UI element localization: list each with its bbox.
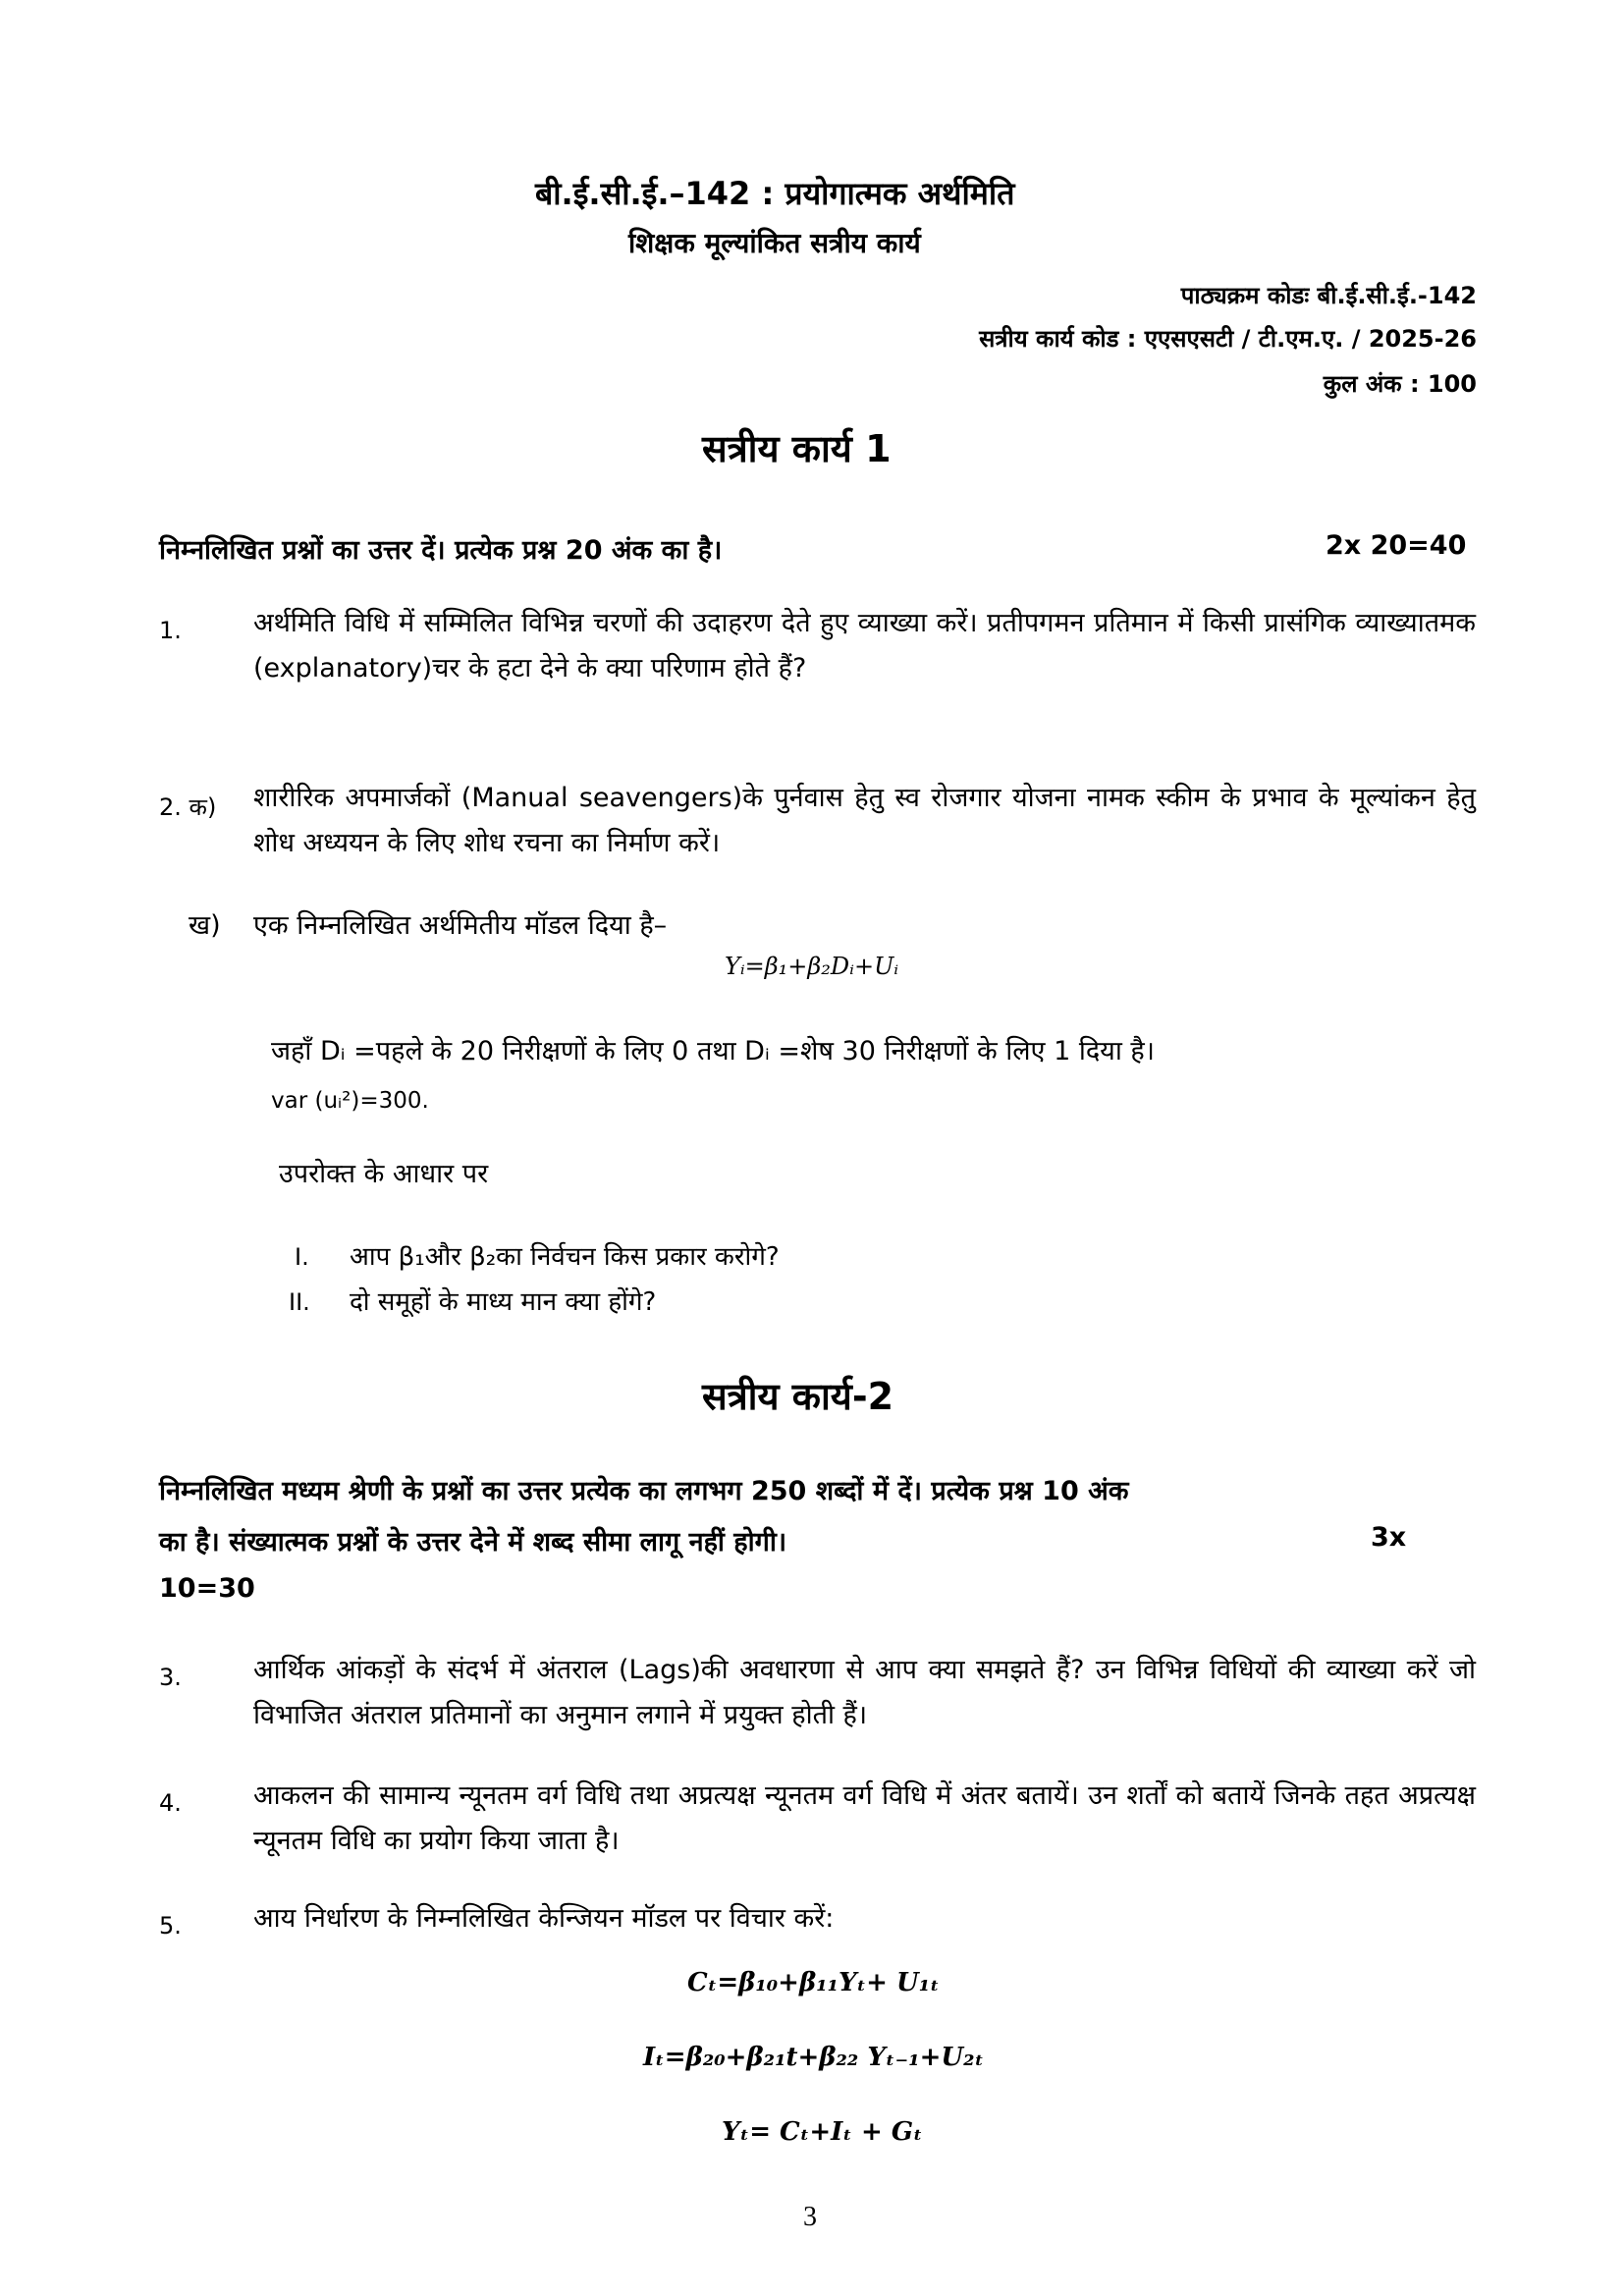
sub-item-2-text: दो समूहों के माध्य मान क्या होंगे? [350,1287,657,1317]
assignment-1-marks: 2x 20=40 [1326,530,1467,561]
question-4-number: 4. [159,1789,182,1817]
assignment-1-heading: सत्रीय कार्य 1 [702,427,892,470]
document-subtitle: शिक्षक मूल्यांकित सत्रीय कार्य [628,227,921,259]
question-4-text: आकलन की सामान्य न्यूनतम वर्ग विधि तथा अप्रत्यक्ष न्यूनतम वर्ग विधि में अंतर बतायें। उन शर्तों को बतायें जिनके तहत अप्रत्यक्ष न्यूनतम विधि का प्रयोग किया जाता है। [253,1780,1476,1856]
consumption-equation: Cₜ=β₁₀+β₁₁Yₜ+ U₁ₜ [687,1968,940,1997]
assignment-2-marks-b: 10=30 [159,1573,255,1604]
investment-equation: Iₜ=β₂₀+β₂₁t+β₂₂ Yₜ₋₁+U₂ₜ [643,2043,985,2072]
total-marks: कुल अंक : 100 [1323,370,1477,398]
question-2b-label: ख) [189,910,221,941]
assignment-code: सत्रीय कार्य कोड : एएसएसटी / टी.एम.ए. / 2025-26 [979,325,1477,353]
question-5-number: 5. [159,1912,182,1940]
basis-text: उपरोक्त के आधार पर [279,1159,489,1189]
question-3-text: आर्थिक आंकड़ों के संदर्भ में अंतराल (Lags)की अवधारणा से आप क्या समझते हैं? उन विभिन्न विधियों की व्याख्या करें जो विभाजित अंतराल प्रतिमानों का अनुमान लगाने में प्रयुक्त होती हैं। [253,1655,1476,1730]
variance-value: var (uᵢ²)=300. [271,1088,429,1114]
income-identity-equation: Yₜ= Cₜ+Iₜ + Gₜ [722,2117,923,2147]
assignment-2-instruction-line1: निम्नलिखित मध्यम श्रेणी के प्रश्नों का उत्तर प्रत्येक का लगभग 250 शब्दों में दें। प्रत्येक प्रश्न 10 अंक [159,1476,1129,1506]
assignment-2-heading: सत्रीय कार्य-2 [702,1375,894,1418]
question-2a-number: 2. क) [159,793,217,821]
model-equation: Yᵢ=β₁+β₂Dᵢ+Uᵢ [725,953,899,980]
question-2a-text: शारीरिक अपमार्जकों (Manual seavengers)के पुर्नवास हेतु स्व रोजगार योजना नामक स्कीम के प्रभाव के मूल्यांकन हेतु शोध अध्ययन के लिए शोध रचना का निर्माण करें। [253,783,1476,858]
sub-item-2-label: II. [289,1288,310,1316]
document-title: बी.ई.सी.ई.–142 : प्रयोगात्मक अर्थमिति [535,175,1015,212]
question-2b-text: एक निम्नलिखित अर्थमितीय मॉडल दिया है– [253,910,668,941]
question-3-number: 3. [159,1664,182,1691]
assignment-1-instruction: निम्नलिखित प्रश्नों का उत्तर दें। प्रत्येक प्रश्न 20 अंक का है। [159,535,723,566]
question-5-text: आय निर्धारण के निम्नलिखित केन्जियन मॉडल पर विचार करें: [253,1903,835,1934]
course-code: पाठ्यक्रम कोडः बी.ई.सी.ई.-142 [1180,282,1477,309]
question-1-text: अर्थमिति विधि में सम्मिलित विभिन्न चरणों की उदाहरण देते हुए व्याख्या करें। प्रतीपगमन प्रतिमान में किसी प्रासंगिक व्याख्यातमक (explanatory)चर के हटा देने के क्या परिणाम होते हैं? [253,608,1476,683]
assignment-2-marks-a: 3x [1371,1522,1407,1553]
dummy-definition: जहाँ Dᵢ =पहले के 20 निरीक्षणों के लिए 0 तथा Dᵢ =शेष 30 निरीक्षणों के लिए 1 दिया है। [271,1036,1155,1066]
assignment-2-instruction-line2: का है। संख्यात्मक प्रश्नों के उत्तर देने में शब्द सीमा लागू नहीं होगी। [159,1527,787,1558]
sub-item-1-label: I. [295,1243,309,1271]
sub-item-1-text: आप β₁और β₂का निर्वचन किस प्रकार करोगे? [350,1242,780,1272]
question-1-number: 1. [159,617,182,644]
page-number: 3 [803,2202,817,2232]
